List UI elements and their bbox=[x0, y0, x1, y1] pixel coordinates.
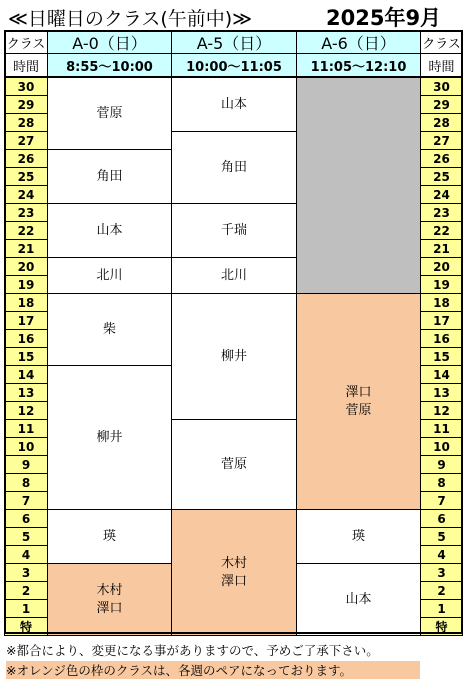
day-cell: 18 bbox=[420, 293, 463, 312]
day-cell: 4 bbox=[4, 545, 48, 564]
time-header-a5: 10:00〜11:05 bbox=[171, 53, 297, 77]
class-slot: 菅原 bbox=[47, 77, 172, 150]
class-slot: 澤口 菅原 bbox=[296, 293, 421, 510]
day-cell: 11 bbox=[420, 419, 463, 438]
day-cell: 17 bbox=[420, 311, 463, 330]
class-slot: 柳井 bbox=[171, 293, 297, 420]
day-cell: 19 bbox=[4, 275, 48, 294]
class-slot: 山本 bbox=[171, 77, 297, 132]
day-cell: 15 bbox=[4, 347, 48, 366]
left-time-header: 時間 bbox=[4, 53, 48, 77]
day-cell: 12 bbox=[4, 401, 48, 420]
day-cell: 3 bbox=[4, 563, 48, 582]
class-slot: 北川 bbox=[171, 257, 297, 294]
day-cell: 3 bbox=[420, 563, 463, 582]
day-cell: 19 bbox=[420, 275, 463, 294]
day-cell: 18 bbox=[4, 293, 48, 312]
class-slot: 千瑞 bbox=[171, 203, 297, 258]
day-cell: 22 bbox=[4, 221, 48, 240]
note-change: ※都合により、変更になる事がありますので、予めご了承下さい。 bbox=[6, 643, 379, 658]
day-cell: 23 bbox=[4, 203, 48, 222]
year-month: 2025年9月 bbox=[326, 6, 442, 30]
left-class-header: クラス bbox=[4, 30, 48, 54]
day-cell: 5 bbox=[4, 527, 48, 546]
day-cell: 特 bbox=[420, 617, 463, 636]
day-cell: 14 bbox=[4, 365, 48, 384]
day-cell: 17 bbox=[4, 311, 48, 330]
day-cell: 15 bbox=[420, 347, 463, 366]
day-cell: 13 bbox=[420, 383, 463, 402]
day-cell: 2 bbox=[4, 581, 48, 600]
day-cell: 13 bbox=[4, 383, 48, 402]
day-cell: 25 bbox=[4, 167, 48, 186]
class-slot: 木村 澤口 bbox=[171, 509, 297, 636]
class-slot bbox=[296, 77, 421, 294]
day-cell: 24 bbox=[4, 185, 48, 204]
right-time-header: 時間 bbox=[420, 53, 463, 77]
day-cell: 29 bbox=[420, 95, 463, 114]
day-cell: 26 bbox=[420, 149, 463, 168]
day-cell: 10 bbox=[420, 437, 463, 456]
day-cell: 5 bbox=[420, 527, 463, 546]
class-slot: 山本 bbox=[296, 563, 421, 636]
class-slot: 菅原 bbox=[171, 419, 297, 510]
day-cell: 1 bbox=[4, 599, 48, 618]
day-cell: 10 bbox=[4, 437, 48, 456]
class-slot: 柳井 bbox=[47, 365, 172, 510]
day-cell: 7 bbox=[4, 491, 48, 510]
class-slot: 角田 bbox=[171, 131, 297, 204]
day-cell: 8 bbox=[420, 473, 463, 492]
day-cell: 12 bbox=[420, 401, 463, 420]
day-cell: 14 bbox=[420, 365, 463, 384]
day-cell: 30 bbox=[4, 77, 48, 96]
day-cell: 9 bbox=[4, 455, 48, 474]
page-title: ≪日曜日のクラス(午前中)≫ bbox=[8, 8, 253, 30]
day-cell: 7 bbox=[420, 491, 463, 510]
day-cell: 4 bbox=[420, 545, 463, 564]
class-slot: 柴 bbox=[47, 293, 172, 366]
day-cell: 20 bbox=[420, 257, 463, 276]
class-slot: 山本 bbox=[47, 203, 172, 258]
class-slot: 角田 bbox=[47, 149, 172, 204]
day-cell: 21 bbox=[420, 239, 463, 258]
day-cell: 16 bbox=[420, 329, 463, 348]
right-class-header: クラス bbox=[420, 30, 463, 54]
column-header-a6: A-6（日） bbox=[296, 30, 421, 54]
time-header-a0: 8:55〜10:00 bbox=[47, 53, 172, 77]
column-header-a0: A-0（日） bbox=[47, 30, 172, 54]
day-cell: 28 bbox=[4, 113, 48, 132]
day-cell: 27 bbox=[420, 131, 463, 150]
day-cell: 23 bbox=[420, 203, 463, 222]
day-cell: 22 bbox=[420, 221, 463, 240]
day-cell: 26 bbox=[4, 149, 48, 168]
day-cell: 1 bbox=[420, 599, 463, 618]
class-slot: 木村 澤口 bbox=[47, 563, 172, 636]
day-cell: 8 bbox=[4, 473, 48, 492]
day-cell: 11 bbox=[4, 419, 48, 438]
day-cell: 20 bbox=[4, 257, 48, 276]
day-cell: 2 bbox=[420, 581, 463, 600]
day-cell: 6 bbox=[4, 509, 48, 528]
day-cell: 28 bbox=[420, 113, 463, 132]
day-cell: 21 bbox=[4, 239, 48, 258]
day-cell: 9 bbox=[420, 455, 463, 474]
class-slot: 瑛 bbox=[47, 509, 172, 564]
day-cell: 30 bbox=[420, 77, 463, 96]
day-cell: 特 bbox=[4, 617, 48, 636]
column-header-a5: A-5（日） bbox=[171, 30, 297, 54]
class-slot: 北川 bbox=[47, 257, 172, 294]
class-slot: 瑛 bbox=[296, 509, 421, 564]
day-cell: 25 bbox=[420, 167, 463, 186]
day-cell: 6 bbox=[420, 509, 463, 528]
time-header-a6: 11:05〜12:10 bbox=[296, 53, 421, 77]
day-cell: 16 bbox=[4, 329, 48, 348]
day-cell: 27 bbox=[4, 131, 48, 150]
day-cell: 29 bbox=[4, 95, 48, 114]
note-orange-pair: ※オレンジ色の枠のクラスは、各週のペアになっております。 bbox=[6, 661, 420, 679]
day-cell: 24 bbox=[420, 185, 463, 204]
